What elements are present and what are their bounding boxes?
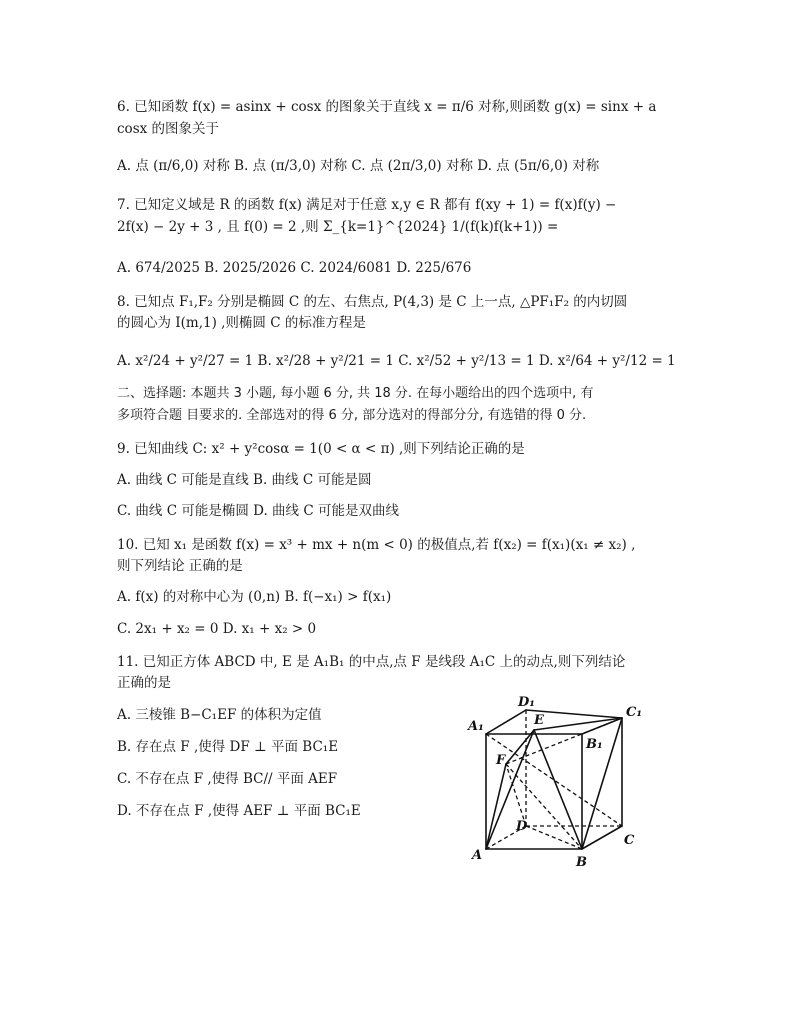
q11-stem-line2: 正确的是 bbox=[117, 675, 171, 691]
q7-options: A. 674/2025 B. 2025/2026 C. 2024/6081 D. 225/676 bbox=[117, 260, 472, 276]
cube-figure bbox=[462, 694, 652, 874]
label-F: F bbox=[496, 753, 506, 768]
q11-stem-line1: 11. 已知正方体 ABCD 中, E 是 A₁B₁ 的中点,点 F 是线段 A₁C 上的动点,则下列结论 bbox=[117, 654, 626, 670]
q6-stem-line1: 6. 已知函数 f(x) = asinx + cosx 的图象关于直线 x = π/6 对称,则函数 g(x) = sinx + a bbox=[117, 99, 657, 115]
segment-E-B bbox=[534, 730, 582, 849]
label-B1: B₁ bbox=[586, 737, 603, 752]
label-E: E bbox=[534, 713, 544, 728]
section2-line2: 多项符合题 目要求的. 全部选对的得 6 分, 部分选对的得部分分, 有选错的得 0 分. bbox=[117, 408, 587, 423]
q11-option-a: A. 三棱锥 B−C₁EF 的体积为定值 bbox=[117, 707, 322, 723]
q11-option-c: C. 不存在点 F ,使得 BC// 平面 AEF bbox=[117, 771, 338, 787]
label-A: A bbox=[472, 848, 483, 863]
label-C: C bbox=[624, 833, 635, 848]
q8-options: A. x²/24 + y²/27 = 1 B. x²/28 + y²/21 = 1 C. x²/52 + y²/13 = 1 D. x²/64 + y²/12 = 1 bbox=[117, 353, 676, 369]
q9-options-ab: A. 曲线 C 可能是直线 B. 曲线 C 可能是圆 bbox=[117, 472, 372, 488]
q6-stem-line2: cosx 的图象关于 bbox=[117, 121, 220, 137]
q8-stem-line1: 8. 已知点 F₁,F₂ 分别是椭圆 C 的左、右焦点, P(4,3) 是 C 上一点, △PF₁F₂ 的内切圆 bbox=[117, 294, 628, 310]
q6-options: A. 点 (π/6,0) 对称 B. 点 (π/3,0) 对称 C. 点 (2π/3,0) 对称 D. 点 (5π/6,0) 对称 bbox=[117, 158, 600, 174]
q9-options-cd: C. 曲线 C 可能是椭圆 D. 曲线 C 可能是双曲线 bbox=[117, 503, 399, 519]
label-C1: C₁ bbox=[626, 705, 643, 720]
q9-stem: 9. 已知曲线 C: x² + y²cosα = 1(0 < α < π) ,则下列结论正确的是 bbox=[117, 441, 525, 457]
label-A1: A₁ bbox=[468, 719, 484, 734]
label-D: D bbox=[516, 819, 528, 834]
q11-option-b: B. 存在点 F ,使得 DF ⊥ 平面 BC₁E bbox=[117, 739, 339, 755]
q10-options-ab: A. f(x) 的对称中心为 (0,n) B. f(−x₁) > f(x₁) bbox=[117, 589, 392, 605]
q7-stem-line1: 7. 已知定义域是 R 的函数 f(x) 满足对于任意 x,y ∈ R 都有 f(xy + 1) = f(x)f(y) − bbox=[117, 197, 617, 213]
label-D1: D₁ bbox=[518, 695, 535, 710]
section2-line1: 二、选择题: 本题共 3 小题, 每小题 6 分, 共 18 分. 在每小题给出的四个选项中, 有 bbox=[117, 386, 594, 401]
segment-F-B bbox=[506, 764, 582, 849]
label-B: B bbox=[576, 855, 587, 870]
q10-stem-line1: 10. 已知 x₁ 是函数 f(x) = x³ + mx + n(m < 0) 的极值点,若 f(x₂) = f(x₁)(x₁ ≠ x₂) , bbox=[117, 537, 636, 553]
q10-options-cd: C. 2x₁ + x₂ = 0 D. x₁ + x₂ > 0 bbox=[117, 621, 317, 637]
q11-option-d: D. 不存在点 F ,使得 AEF ⊥ 平面 BC₁E bbox=[117, 803, 361, 819]
q7-stem-line2: 2f(x) − 2y + 3 , 且 f(0) = 2 ,则 Σ_{k=1}^{2024} 1/(f(k)f(k+1)) = bbox=[117, 219, 559, 235]
edge-A1-D1 bbox=[486, 710, 526, 734]
q10-stem-line2: 则下列结论 正确的是 bbox=[117, 558, 243, 574]
q8-stem-line2: 的圆心为 I(m,1) ,则椭圆 C 的标准方程是 bbox=[117, 315, 366, 331]
